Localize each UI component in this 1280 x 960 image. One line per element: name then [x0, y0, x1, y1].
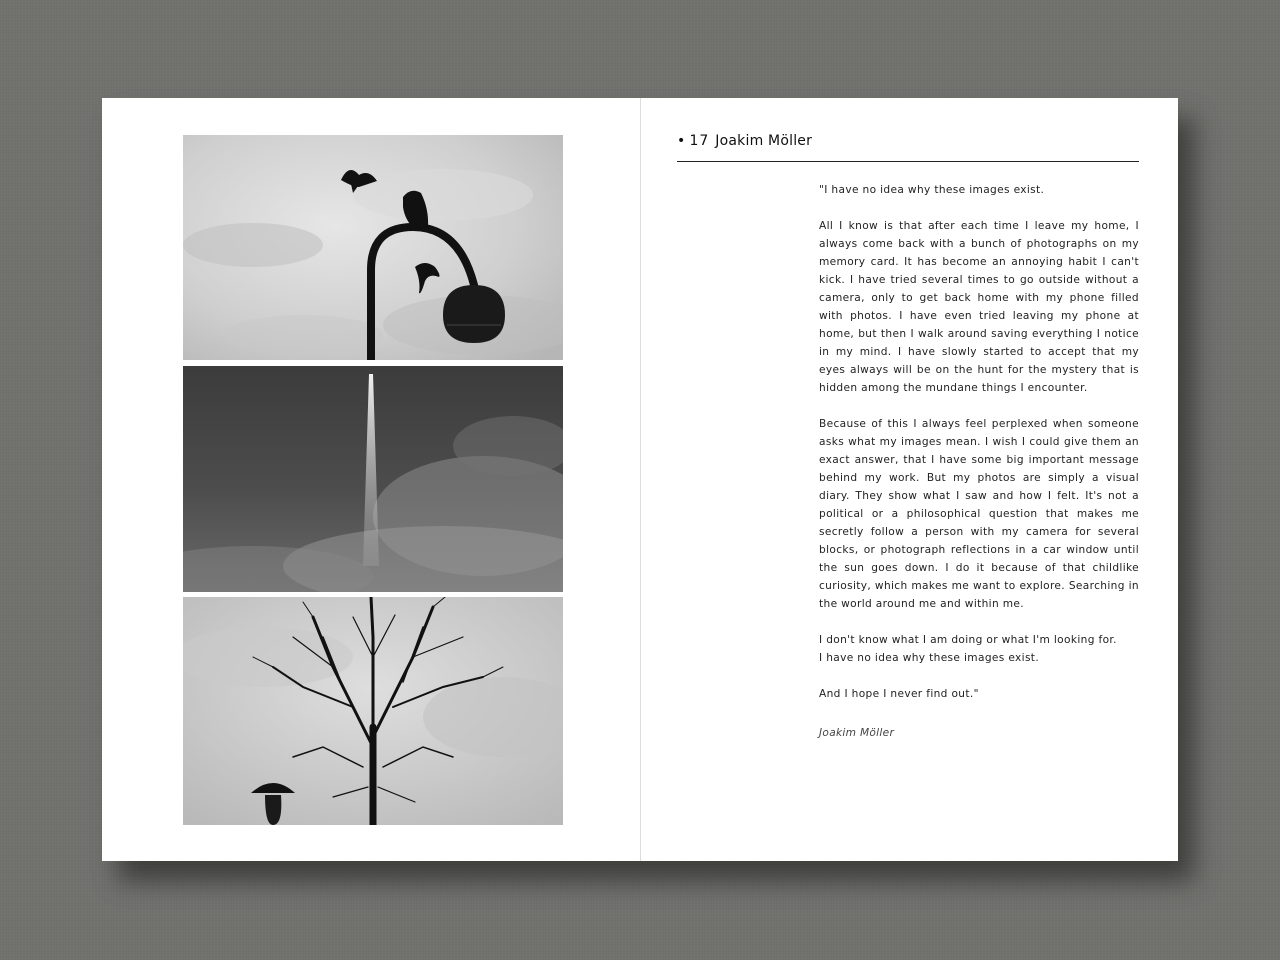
left-page — [102, 98, 640, 861]
photo-contrail — [183, 366, 563, 592]
photo-bare-tree — [183, 597, 563, 825]
chapter-bullet: • — [677, 133, 686, 149]
paragraph-4: I don't know what I am doing or what I'm looking for. I have no idea why these images exist. — [819, 634, 1117, 664]
paragraph-5: And I hope I never find out." — [819, 688, 979, 700]
essay-text — [819, 181, 1139, 721]
chapter-title: Joakim Möller — [715, 133, 813, 149]
author-signature: Joakim Möller — [819, 727, 895, 739]
paragraph-3: Because of this I always feel perplexed when someone asks what my images mean. I wish I could give them an exact answer, that I have some big important message behind my work. But my photos are simply a visual diary. They show what I saw and how I felt. It's not a political or a philosophical question that makes me secretly follow a person with my camera for several blocks, or photograph reflections in a car window until the sun goes down. I do it because of that childlike curiosity, which makes me want to explore. Searching in the world around me and within me. — [819, 418, 1139, 610]
chapter-heading — [677, 133, 1139, 162]
photo-street-lamp — [183, 135, 563, 360]
paragraph-2: All I know is that after each time I leave my home, I always come back with a bunch of photographs on my memory card. It has become an annoying habit I can't kick. I have tried several times to go outside without a camera, only to get back home with my phone filled with photos. I have even tried leaving my phone at home, but then I walk around saving everything I notice in my mind. I have slowly started to accept that my eyes always will be on the hunt for the mystery that is hidden among the mundane things I encounter. — [819, 220, 1139, 394]
right-page — [641, 98, 1178, 861]
paragraph-1: "I have no idea why these images exist. — [819, 184, 1045, 196]
chapter-number: 17 — [689, 133, 710, 149]
book-spread — [102, 98, 1178, 861]
